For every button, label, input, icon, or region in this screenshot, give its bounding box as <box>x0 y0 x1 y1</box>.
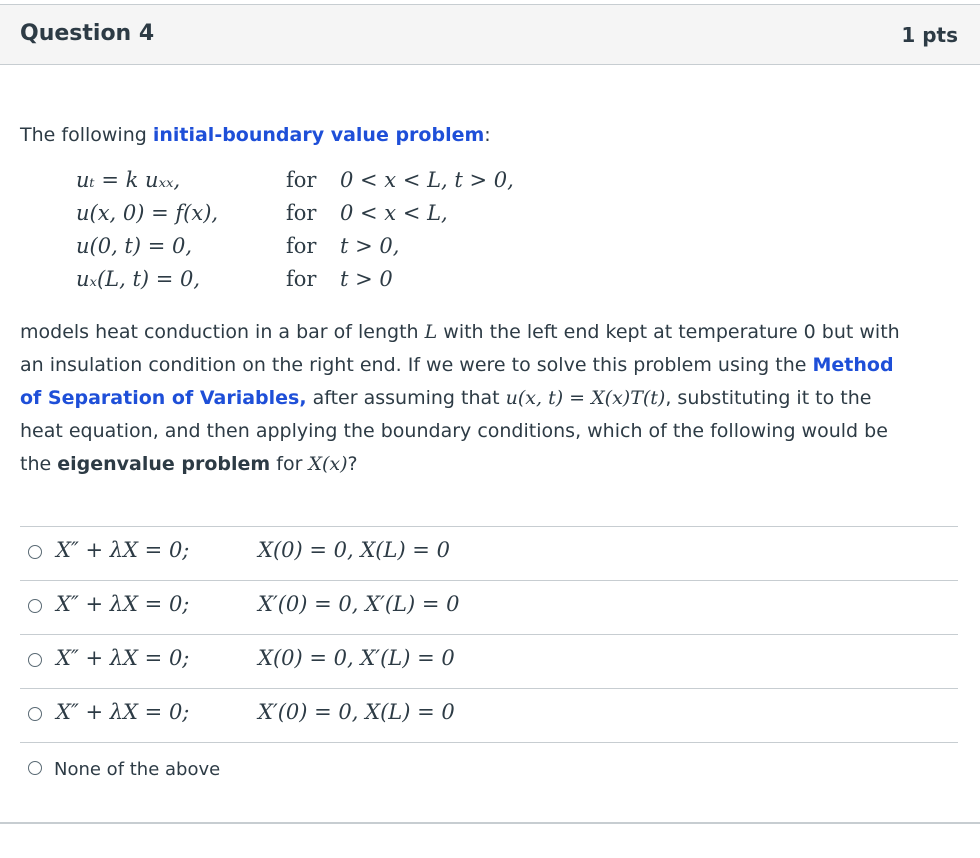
pde-condition: 0 < x < L, <box>340 201 448 225</box>
intro-prefix: The following <box>20 124 153 146</box>
pde-equation: u(0, t) = 0, <box>76 234 193 258</box>
answer-option[interactable] <box>20 688 958 742</box>
answer-option-none[interactable] <box>20 742 958 816</box>
math-assumption: u(x, t) = X(x)T(t) <box>505 387 666 409</box>
question-header <box>0 5 980 65</box>
question-body <box>20 316 920 481</box>
pde-equation: u(x, 0) = f(x), <box>76 201 219 225</box>
math-L: L <box>424 321 438 343</box>
eigenvalue-highlight: eigenvalue problem <box>57 453 271 475</box>
answer-none-label: None of the above <box>54 759 221 780</box>
answer-equation: X″ + λX = 0; <box>56 646 190 670</box>
radio-button[interactable] <box>28 545 42 559</box>
answer-equation: X″ + λX = 0; <box>56 700 190 724</box>
intro-suffix: : <box>484 124 491 146</box>
answer-equation: X″ + λX = 0; <box>56 538 190 562</box>
question-title: Question 4 <box>20 21 155 46</box>
method-highlight: Method of Separation of Variables, <box>20 354 894 409</box>
radio-button[interactable] <box>28 653 42 667</box>
pde-equation: uₓ(L, t) = 0, <box>76 267 201 291</box>
pde-condition: 0 < x < L, t > 0, <box>340 168 514 192</box>
question-intro <box>20 124 491 146</box>
body-text: after assuming that <box>306 387 506 409</box>
pde-for: for <box>286 267 317 291</box>
pde-for: for <box>286 168 317 192</box>
body-text: , substituting it to the heat equation, and then applying the boundary conditions, which of the following would be the <box>20 387 888 475</box>
body-text: with the left end kept at temperature 0 but with an insulation condition on the right end. If we were to solve this problem using the <box>20 321 900 376</box>
body-text: ? <box>347 453 358 475</box>
answer-option[interactable] <box>20 580 958 634</box>
answer-option[interactable] <box>20 634 958 688</box>
answer-list <box>20 526 958 816</box>
pde-equation: uₜ = k uₓₓ, <box>76 168 181 192</box>
answer-boundary-conditions: X′(0) = 0, X(L) = 0 <box>258 700 455 724</box>
answer-option[interactable] <box>20 526 958 580</box>
bottom-divider <box>0 822 980 824</box>
pde-for: for <box>286 201 317 225</box>
body-text: for <box>270 453 309 475</box>
pde-condition: t > 0, <box>340 234 400 258</box>
pde-condition: t > 0 <box>340 267 393 291</box>
answer-boundary-conditions: X(0) = 0, X(L) = 0 <box>258 538 450 562</box>
radio-button[interactable] <box>28 599 42 613</box>
intro-highlight: initial-boundary value problem <box>152 124 485 146</box>
math-Xx: X(x) <box>308 453 348 475</box>
radio-button[interactable] <box>28 707 42 721</box>
question-points: 1 pts <box>901 23 958 47</box>
body-text: models heat conduction in a bar of length <box>20 321 425 343</box>
radio-button[interactable] <box>28 761 42 775</box>
answer-equation: X″ + λX = 0; <box>56 592 190 616</box>
pde-for: for <box>286 234 317 258</box>
answer-boundary-conditions: X(0) = 0, X′(L) = 0 <box>258 646 455 670</box>
answer-boundary-conditions: X′(0) = 0, X′(L) = 0 <box>258 592 460 616</box>
